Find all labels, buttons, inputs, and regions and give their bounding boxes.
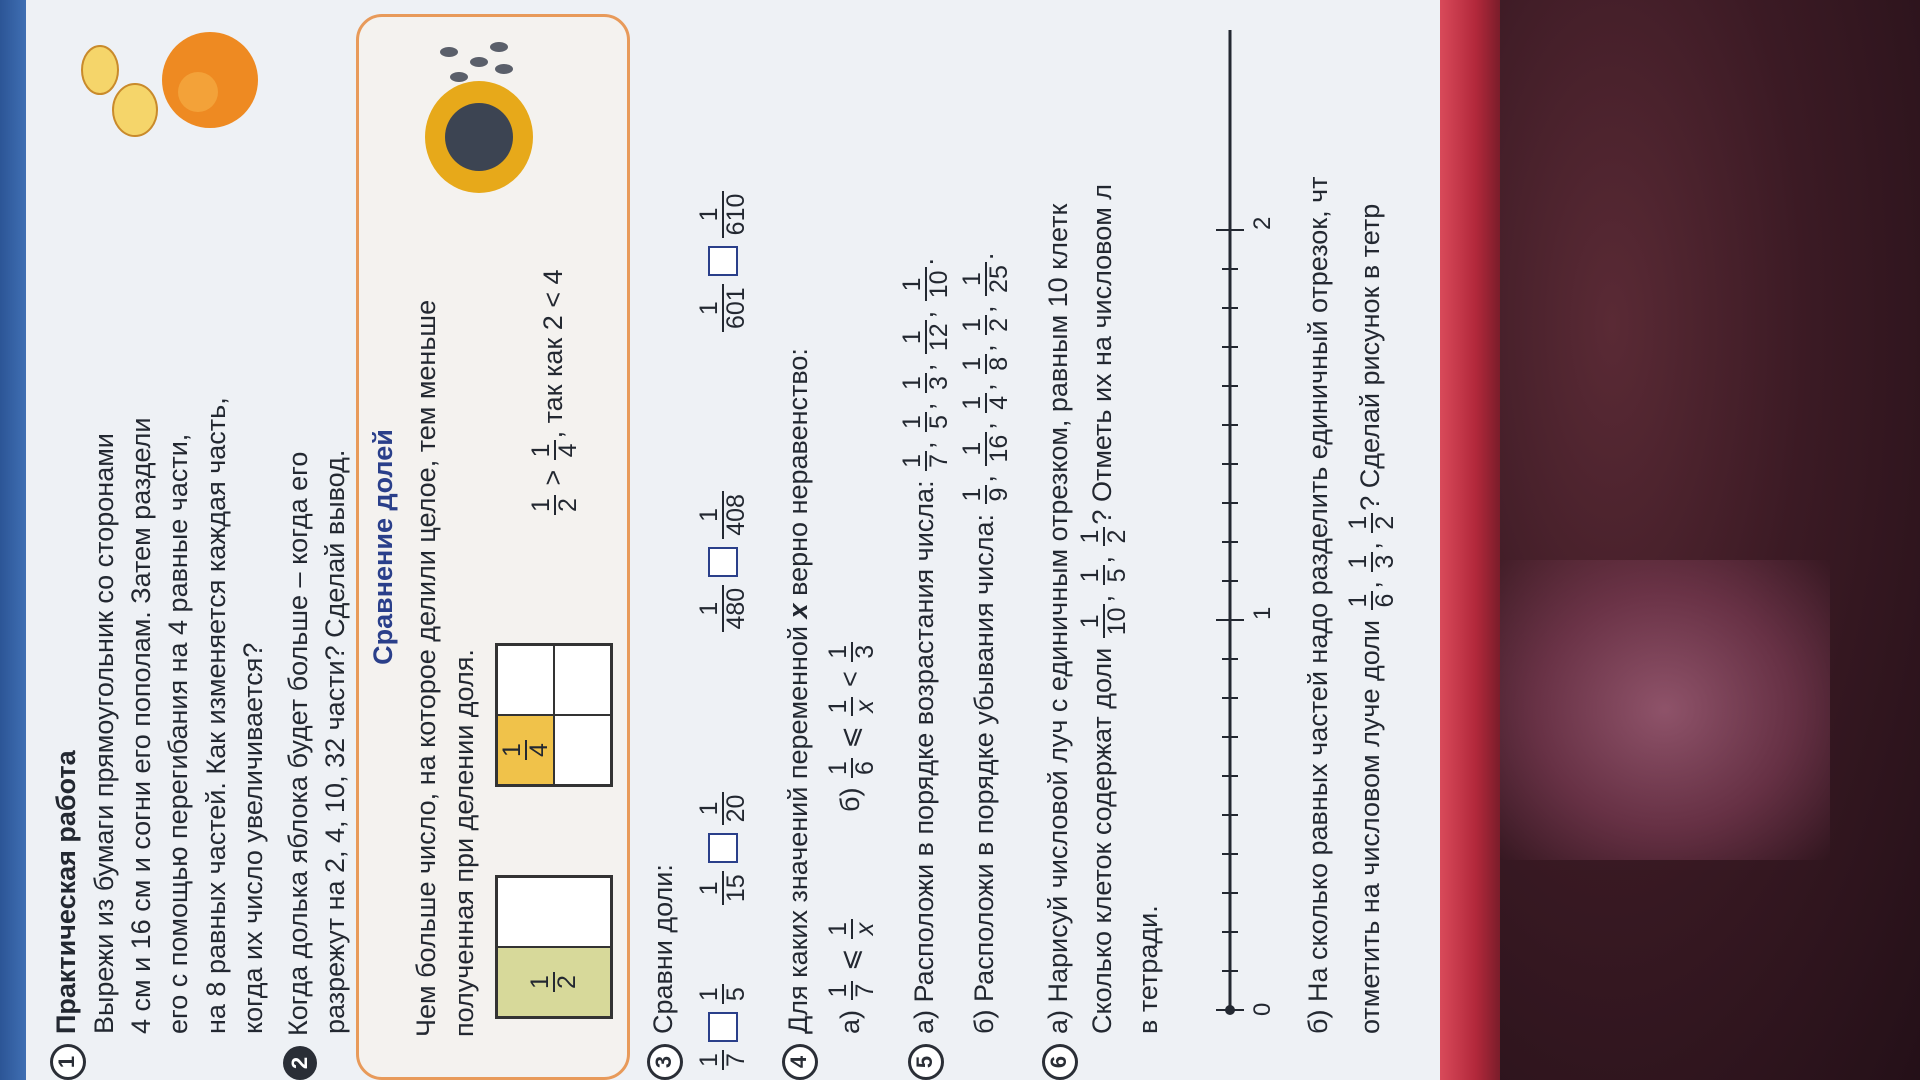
answer-box[interactable] (708, 246, 738, 276)
ray-label-two: 2 (1249, 216, 1276, 230)
fraction: 1 7 (900, 451, 952, 471)
task-line: б) На сколько равных частей надо разделить единичный отрезок, чт (1303, 176, 1333, 1034)
task-prompt: верно неравенство: (783, 348, 813, 604)
task-line: Сколько клеток содержат доли (1087, 647, 1117, 1034)
task-line: ? Сделай рисунок в тетр (1355, 203, 1386, 511)
empty-cell (497, 645, 554, 715)
ray-label-one: 1 (1249, 606, 1276, 620)
inequalities-row: а) 1 7 ⩽ 1 x б) 1 6 ⩽ 1 x < 1 3 (826, 20, 878, 1080)
answer-box[interactable] (708, 1012, 738, 1042)
fraction: 1 3 (900, 373, 952, 393)
task-number-badge: 3 (647, 1044, 683, 1080)
fraction: 1 x (826, 697, 878, 717)
fraction: 1 601 (697, 284, 749, 332)
fraction: 1 7 (826, 981, 878, 1001)
rule-example: 1 2 > 1 4 , так как 2 < 4 (529, 269, 581, 517)
ray-label-zero: 0 (1249, 1002, 1276, 1016)
task-line: на 8 равных частей. Как изменяется каждая часть, (200, 397, 231, 1034)
task-line: его с помощью перегибания на 4 равные части, (163, 433, 194, 1034)
empty-cell (554, 645, 611, 715)
fraction: 1 2 (1346, 513, 1398, 533)
task-line: Вырежи из бумаги прямоугольник со сторонами (88, 433, 119, 1034)
fabric-highlight (1500, 560, 1830, 860)
half-cell (497, 947, 611, 1017)
task-line: а) Расположи в порядке возрастания числа: (909, 480, 940, 1034)
number-ray (1200, 20, 1280, 1020)
empty-cell (554, 715, 611, 785)
fraction: 1 15 (697, 871, 749, 905)
fraction: 1 5 (697, 984, 749, 1004)
fraction: 1 9 (960, 485, 1012, 505)
quarter-diagram (495, 643, 613, 787)
fraction: 1 4 (529, 440, 581, 460)
task-number-badge: 6 (1042, 1044, 1078, 1080)
fraction: 1 2 (529, 495, 581, 515)
fraction: 1 408 (697, 491, 749, 539)
rule-because: , так как 2 < 4 (538, 269, 569, 439)
half-diagram (495, 875, 613, 1019)
fraction: 1 10 (1078, 604, 1130, 638)
task-6: 6а) Нарисуй числовой луч с единичным отрезком, равным 10 клетк Сколько клеток содержат доли 1 10 , 1 5 , 1 2 ? Отметь их на числовом л в тетради. 0 1 2 б) На сколько равных частей надо разделить единичный отрезок, чт отметить на числовом луче доли 1 6 , 1 3 , 1 2 ? Сделай рисунок в тетр (1040, 20, 1167, 1080)
task-line: б) Расположи в порядке убывания числа: (969, 513, 1000, 1034)
empty-cell (497, 877, 611, 947)
fraction: 1 5 (1078, 565, 1130, 585)
task-title: Практическая работа (51, 750, 81, 1034)
task-line: когда их число увеличивается? (237, 642, 268, 1034)
rule-line: полученная при делении доля. (448, 649, 479, 1037)
fraction: 1 4 (500, 740, 552, 760)
sunflower-illustration (419, 37, 549, 197)
answer-box[interactable] (708, 833, 738, 863)
page-edge (1440, 0, 1500, 1080)
fraction: 1 4 (960, 393, 1012, 413)
fraction: 1 10 (900, 267, 952, 301)
task-number-badge: 1 (50, 1044, 86, 1080)
option-label: а) (835, 1009, 865, 1034)
fraction: 1 20 (697, 792, 749, 826)
task-prompt: Для каких значений переменной (783, 618, 813, 1034)
task-3 (645, 20, 749, 1080)
task-2 (280, 20, 355, 1080)
task-line: а) Нарисуй числовой луч с единичным отрезком, равным 10 клетк (1043, 203, 1073, 1034)
task-number-badge: 2 (283, 1046, 317, 1080)
rule-box (356, 14, 630, 1080)
fraction: 1 16 (960, 432, 1012, 466)
fraction: 1 5 (900, 412, 952, 432)
task-line: Когда долька яблока будет больше – когда его (283, 451, 313, 1036)
fraction: 1 2 (1078, 527, 1130, 547)
compare-row (694, 20, 750, 1080)
apple-illustration (40, 20, 260, 150)
option-label: б) (835, 787, 865, 812)
task-line: отметить на числовом луче доли (1355, 620, 1386, 1034)
task-line: разрежут на 2, 4, 10, 32 части? Сделай вывод. (320, 449, 351, 1034)
task-line: в тетради. (1132, 905, 1163, 1034)
task-4 (780, 20, 878, 1080)
rotated-page-content (20, 0, 1430, 1080)
fraction: 1 6 (1346, 591, 1398, 611)
fraction: 1 3 (826, 642, 878, 662)
task-number-badge: 5 (908, 1044, 944, 1080)
fabric-background (1480, 0, 1920, 1080)
fraction: 1 x (826, 919, 878, 939)
fraction: 1 25 (960, 262, 1012, 296)
quarter-cell (497, 715, 554, 785)
fraction: 1 7 (697, 1050, 749, 1070)
task-5: 5а) Расположи в порядке возрастания числа: 1 7 , 1 5 , 1 3 , 1 12 , 1 10 . б) Расположи в порядке убывания числа: 1 9 , 1 16 , 1 4 , 1 8 , 1 2 , 1 25 . (900, 20, 1012, 1080)
task-number-badge: 4 (782, 1044, 818, 1080)
fraction: 1 8 (960, 354, 1012, 374)
variable: x (783, 603, 813, 619)
task-prompt: Сравни доли: (648, 864, 678, 1034)
fraction: 1 610 (697, 191, 749, 239)
task-line: ? Отметь их на числовом л (1087, 183, 1117, 525)
task-line: 4 см и 16 см и согни его пополам. Затем раздели (126, 417, 157, 1034)
fraction: 1 12 (900, 320, 952, 354)
fraction: 1 2 (528, 972, 580, 992)
fraction: 1 480 (697, 585, 749, 633)
rule-title: Сравнение долей (368, 429, 398, 665)
fraction: 1 2 (960, 315, 1012, 335)
rule-line: Чем больше число, на которое делили целое, тем меньше (411, 299, 442, 1037)
fraction: 1 6 (826, 758, 878, 778)
fraction: 1 3 (1346, 552, 1398, 572)
task-1 (48, 20, 272, 1080)
answer-box[interactable] (708, 547, 738, 577)
